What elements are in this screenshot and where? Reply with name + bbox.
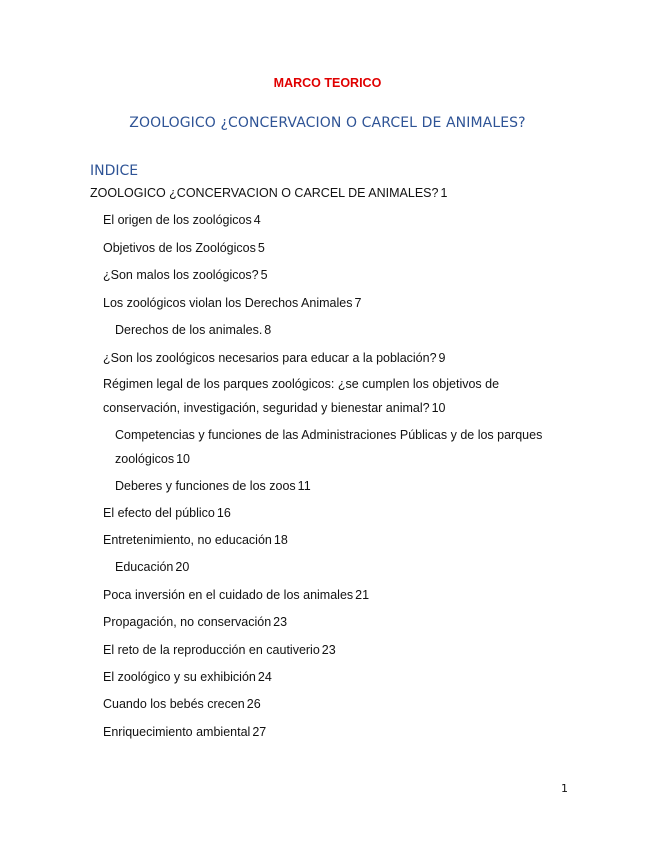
toc-entry-page: 16: [216, 506, 231, 520]
toc-entry-page: 8: [264, 323, 272, 337]
toc-entry-page: 24: [257, 670, 272, 684]
toc-entry-label[interactable]: Régimen legal de los parques zoológicos: ¿se cumplen los objetivos de: [103, 377, 500, 391]
toc-entry-label: Los zoológicos violan los Derechos Animales: [103, 296, 353, 310]
toc-entry-page: 20: [175, 560, 190, 574]
toc-entry-label: Propagación, no conservación: [103, 615, 272, 629]
toc-entry-label-continuation: zoológicos: [115, 452, 175, 466]
toc-entry-label: El reto de la reproducción en cautiverio: [103, 643, 320, 657]
toc-entry-page: 27: [252, 725, 267, 739]
toc-entry-page: 10: [431, 401, 446, 415]
toc-entry-page: 18: [273, 533, 288, 547]
toc-entry-page: 9: [438, 351, 446, 365]
toc-entry-label: Deberes y funciones de los zoos: [115, 479, 296, 493]
toc-entry-page: 1: [440, 186, 448, 200]
toc-entry-label: El efecto del público: [103, 506, 215, 520]
document-title: MARCO TEORICO: [273, 76, 382, 90]
toc-entry-label: Objetivos de los Zoológicos: [103, 241, 256, 255]
toc-entry-page: 23: [321, 643, 336, 657]
toc-entry-page: 11: [297, 479, 311, 493]
toc-entry-label: Educación: [115, 560, 174, 574]
toc-entry-page: 5: [257, 241, 265, 255]
toc-entry-page: 26: [246, 697, 261, 711]
toc-entry-label: Derechos de los animales.: [115, 323, 263, 337]
toc-entry-page: 5: [260, 268, 268, 282]
toc-entry-label[interactable]: Competencias y funciones de las Administraciones Públicas y de los parques: [115, 428, 543, 442]
toc-entry-label: Poca inversión en el cuidado de los animales: [103, 588, 354, 602]
toc-entry-label: El zoológico y su exhibición: [103, 670, 256, 684]
page-number: 1: [561, 782, 568, 795]
toc-entry-label: ¿Son los zoológicos necesarios para educar a la población?: [103, 351, 437, 365]
toc-entry-label: Cuando los bebés crecen: [103, 697, 245, 711]
toc-entry-page: 7: [354, 296, 362, 310]
toc-entry-page: 21: [355, 588, 370, 602]
toc-entry-page: 23: [273, 615, 288, 629]
toc-entry-label: ZOOLOGICO ¿CONCERVACION O CARCEL DE ANIMALES?: [90, 186, 439, 200]
toc-entry-label: Entretenimiento, no educación: [103, 533, 272, 547]
toc-entry-label: Enriquecimiento ambiental: [103, 725, 251, 739]
toc-entry-page: 10: [176, 452, 190, 466]
toc-entry-page: 4: [253, 213, 261, 227]
index-heading: INDICE: [90, 163, 139, 179]
toc-entry-label-continuation: conservación, investigación, seguridad y bienestar animal?: [103, 401, 430, 415]
document-subtitle: ZOOLOGICO ¿CONCERVACION O CARCEL DE ANIMALES?: [129, 115, 526, 131]
toc-entry-label: El origen de los zoológicos: [103, 213, 252, 227]
toc-entry-label: ¿Son malos los zoológicos?: [103, 268, 259, 282]
